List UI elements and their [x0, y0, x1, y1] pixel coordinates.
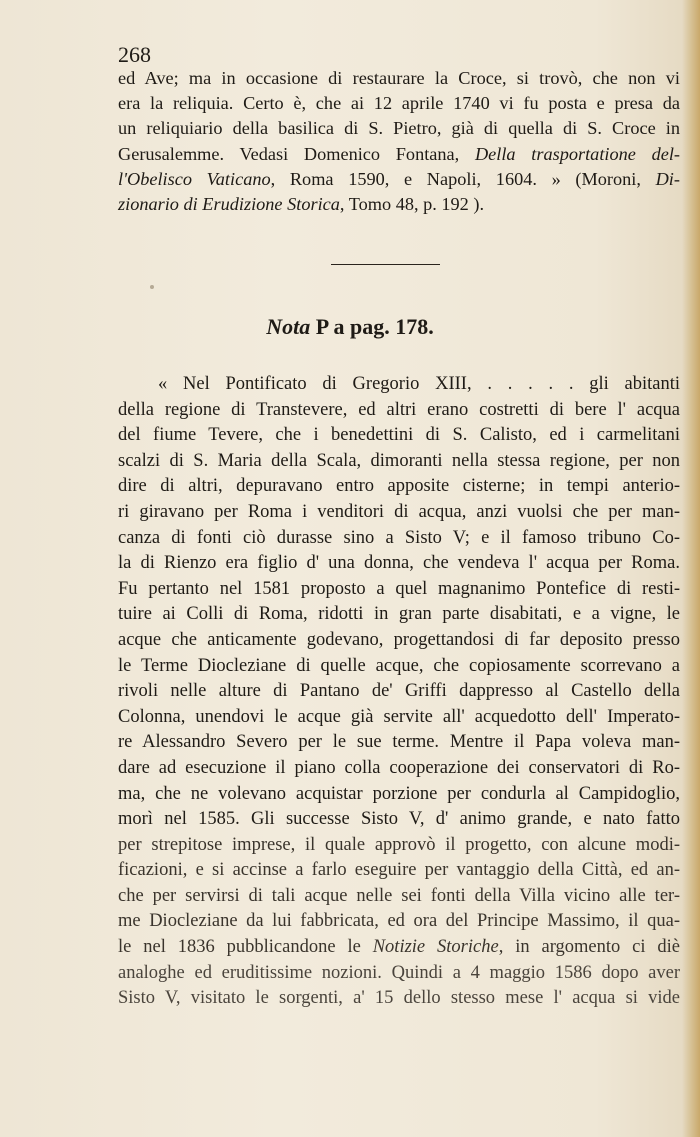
text-fragment: Gerusalemme. Vedasi Domenico Fontana, — [118, 143, 460, 164]
text-line: ficazioni, e si accinse a farlo eseguire per vantaggio della Città, ed an- — [118, 860, 680, 881]
text-line: del fiume Tevere, che i benedettini di S. Calisto, ed i carmelitani — [118, 425, 680, 446]
italic-title: l'Obelisco Vaticano — [118, 168, 271, 189]
text-fragment: , Roma 1590, e Napoli, 1604. » (Moroni, — [270, 168, 641, 189]
text-line: re Alessandro Severo per le sue terme. Mentre il Papa voleva man- — [118, 732, 680, 753]
text-line — [118, 142, 680, 167]
text-line: che per servirsi di tali acque nelle sei fonti della Villa vicino alle ter- — [118, 885, 680, 906]
text-line: rivoli nelle alture di Pantano de' Griffi dappresso al Castello della — [118, 681, 680, 702]
italic-title: Di- — [655, 168, 680, 189]
text-line: me Diocleziane da lui fabbricata, ed ora del Principe Massimo, il qua- — [118, 911, 680, 932]
text-line: acque che anticamente godevano, progettandosi di far deposito presso — [118, 629, 680, 650]
italic-title: Della trasportatione del- — [474, 143, 680, 164]
text-line: un reliquiario della basilica di S. Pietro, già di quella di S. Croce in — [118, 118, 680, 139]
text-fragment: , Tomo 48, p. 192 ). — [339, 194, 485, 215]
note-body — [118, 372, 680, 1012]
text-line: della regione di Transtevere, ed altri erano costretti di bere l' acqua — [118, 399, 680, 420]
text-line: canza di fonti ciò durasse sino a Sisto V; e il famoso tribuno Co- — [118, 527, 680, 548]
text-line: « Nel Pontificato di Gregorio XIII, . . . . . gli abitanti — [158, 374, 680, 394]
text-line — [118, 167, 680, 192]
text-line: ri giravano per Roma i venditori di acqua, anzi vuolsi che per man- — [118, 501, 680, 522]
text-line: ed Ave; ma in occasione di restaurare la Croce, si trovò, che non vi — [118, 68, 680, 88]
text-line: le Terme Diocleziane di quelle acque, che copiosamente scorrevano a — [118, 655, 680, 676]
text-line: per strepitose imprese, il quale approvò il progetto, con alcune modi- — [118, 834, 680, 855]
text-line: era la reliquia. Certo è, che ai 12 aprile 1740 vi fu posta e presa da — [118, 93, 680, 114]
text-line: scalzi di S. Maria della Scala, dimoranti nella stessa regione, per non — [118, 450, 680, 471]
heading-italic: Nota — [266, 314, 311, 339]
italic-title: Notizie Storiche — [372, 937, 499, 958]
ink-speck — [150, 285, 154, 289]
text-line: dire di altri, depuravano entro apposite cisterne; in tempi anterio- — [118, 476, 680, 497]
text-line: la di Rienzo era figlio d' una donna, che vendeva l' acqua per Roma. — [118, 553, 680, 574]
text-line — [118, 935, 680, 961]
footnote-continuation — [118, 66, 680, 217]
text-fragment: , in argomento ci diè — [498, 937, 681, 958]
text-line: dare ad esecuzione il piano colla cooperazione dei conservatori di Ro- — [118, 757, 680, 778]
text-line: Fu pertanto nel 1581 proposto a quel magnanimo Pontefice di resti- — [118, 578, 680, 599]
text-fragment: le nel 1836 pubblicandone le — [118, 937, 361, 958]
section-heading — [0, 314, 700, 340]
text-line: tuire ai Colli di Roma, ridotti in gran parte disabitati, e a vigne, le — [118, 604, 680, 625]
section-divider — [331, 264, 440, 265]
text-line: ma, che ne volevano acquistar porzione per condurla al Campidoglio, — [118, 783, 680, 804]
page-edge — [682, 0, 700, 1137]
text-line: analoghe ed eruditissime nozioni. Quindi a 4 maggio 1586 dopo aver — [118, 962, 680, 983]
heading-rest: P a pag. 178. — [315, 314, 434, 339]
page-number: 268 — [118, 42, 151, 67]
text-line — [118, 192, 680, 217]
text-line: morì nel 1585. Gli successe Sisto V, d' animo grande, e nato fatto — [118, 809, 680, 830]
text-line: Sisto V, visitato le sorgenti, a' 15 dello stesso mese l' acqua si vide — [118, 988, 680, 1009]
italic-title: zionario di Erudizione Storica — [118, 194, 340, 215]
text-line: Colonna, unendovi le acque già servite all' acquedotto dell' Imperato- — [118, 706, 680, 727]
